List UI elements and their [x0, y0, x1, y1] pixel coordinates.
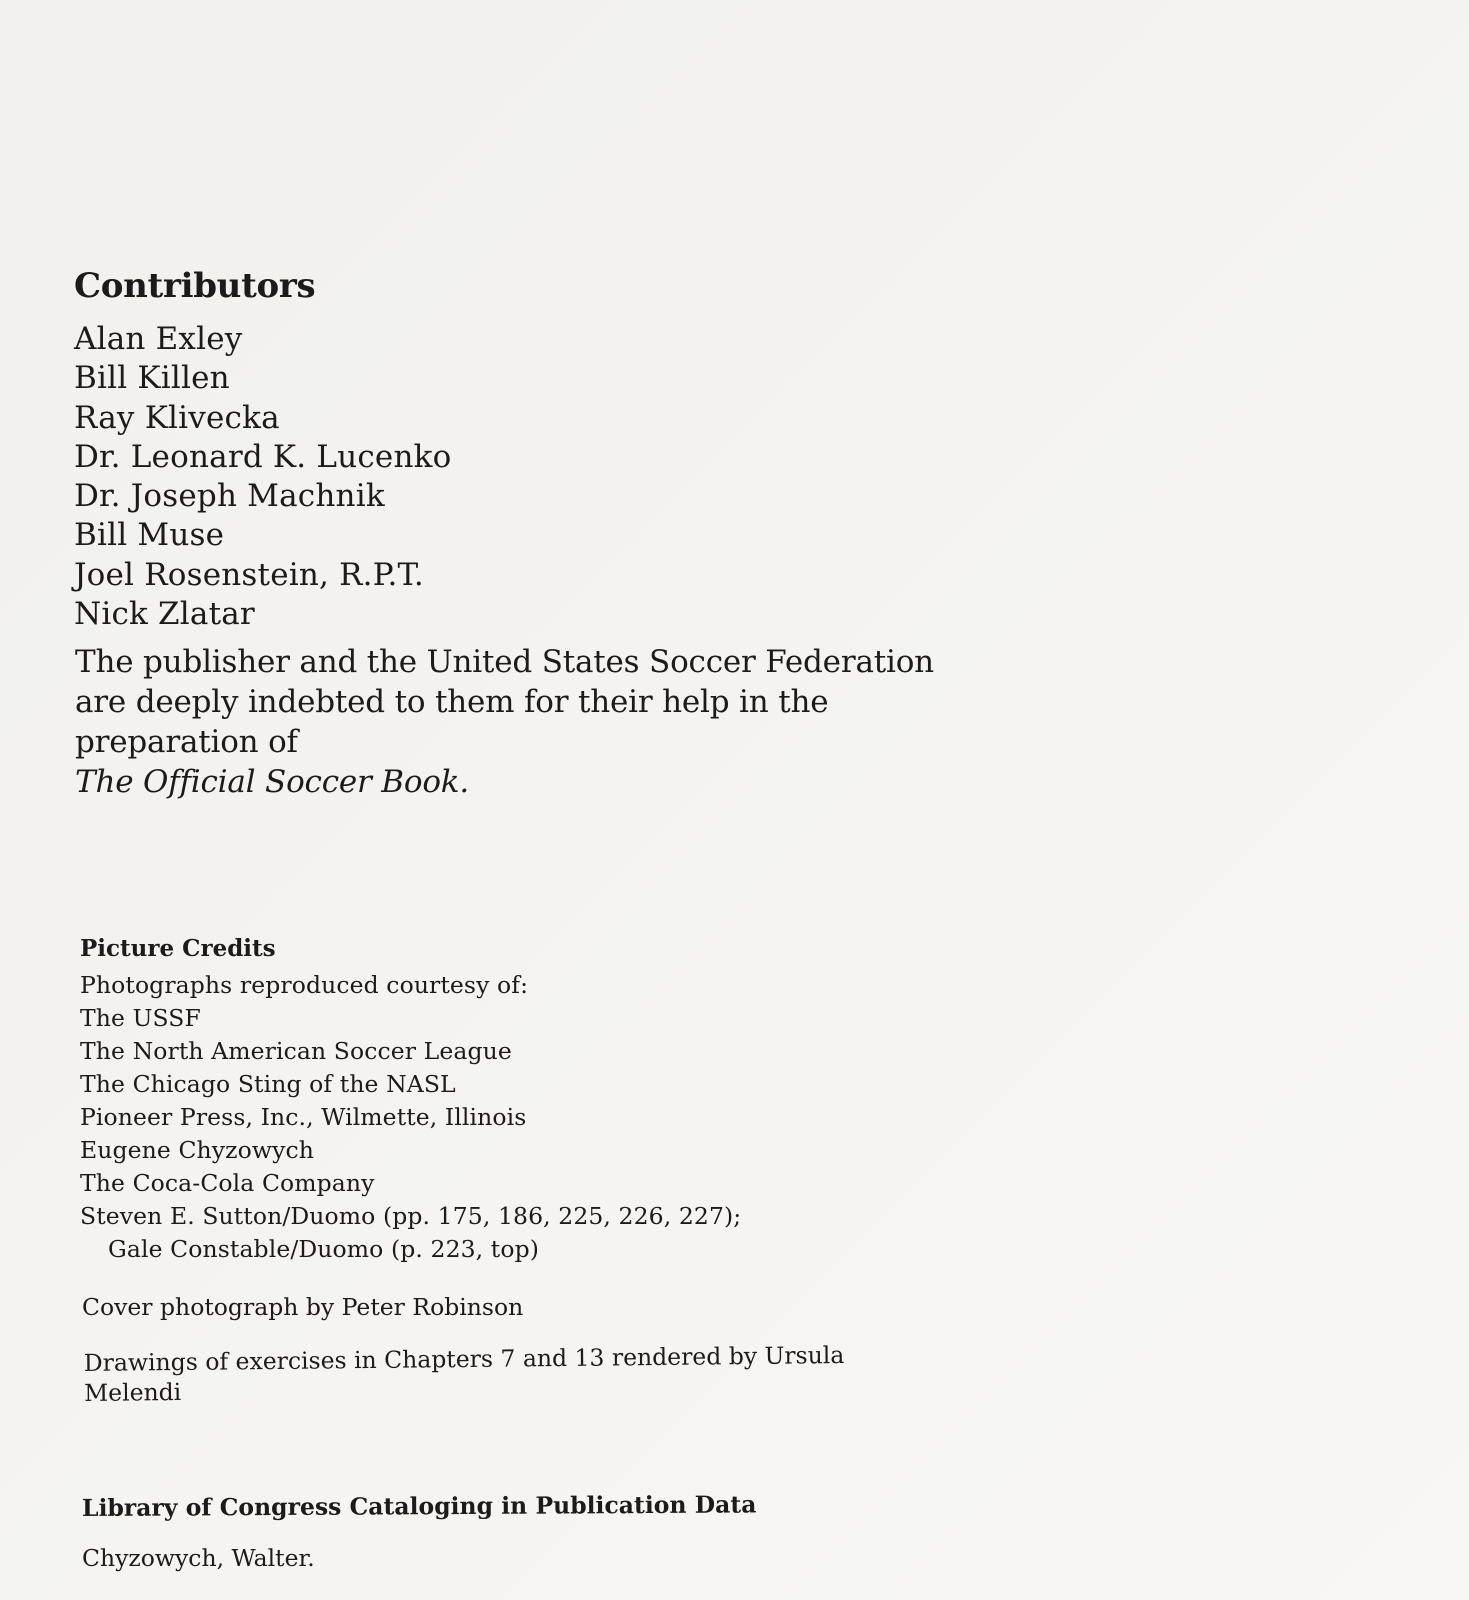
contributor-name: Joel Rosenstein, R.P.T.	[74, 556, 424, 593]
credit-line: The North American Soccer League	[80, 1037, 512, 1065]
credit-line: The Chicago Sting of the NASL	[80, 1070, 456, 1098]
contributor-name: Nick Zlatar	[74, 596, 255, 633]
credit-line: Gale Constable/Duomo (p. 223, top)	[108, 1235, 540, 1263]
credit-line: The Coca-Cola Company	[80, 1169, 375, 1197]
credit-line: Photographs reproduced courtesy of:	[80, 971, 529, 999]
drawings-credit: Drawings of exercises in Chapters 7 and 13 rendered by Ursula Melendi	[83, 1341, 845, 1407]
credit-list	[80, 969, 940, 1266]
credit-line: The USSF	[80, 1004, 201, 1032]
contributor-name: Bill Killen	[74, 360, 230, 397]
contributor-name: Alan Exley	[74, 321, 243, 357]
picture-credits-section	[80, 935, 940, 1408]
credit-line: Pioneer Press, Inc., Wilmette, Illinois	[80, 1103, 527, 1131]
cover-photo-credit: Cover photograph by Peter Robinson	[82, 1293, 524, 1321]
credit-line: Steven E. Sutton/Duomo (pp. 175, 186, 225, 226, 227);	[80, 1202, 742, 1230]
contributors-heading: Contributors	[74, 266, 316, 306]
library-of-congress-section	[81, 1490, 942, 1573]
acknowledgement-paragraph	[75, 642, 935, 802]
contributor-name: Dr. Leonard K. Lucenko	[74, 438, 452, 475]
book-title: The Official Soccer Book.	[75, 764, 470, 801]
library-of-congress-heading: Library of Congress Cataloging in Publication Data	[81, 1490, 757, 1522]
contributor-name: Bill Muse	[74, 517, 225, 554]
contributor-list	[74, 320, 934, 634]
contributor-name: Dr. Joseph Machnik	[74, 478, 385, 515]
credit-line: Eugene Chyzowych	[80, 1136, 314, 1164]
picture-credits-heading: Picture Credits	[80, 935, 276, 962]
catalog-author: Chyzowych, Walter.	[82, 1544, 315, 1572]
contributor-name: Ray Klivecka	[74, 399, 280, 436]
contributors-section	[74, 266, 934, 802]
acknowledgement-text: The publisher and the United States Soccer Federation are deeply indebted to them for their help in the preparation of	[75, 644, 934, 761]
